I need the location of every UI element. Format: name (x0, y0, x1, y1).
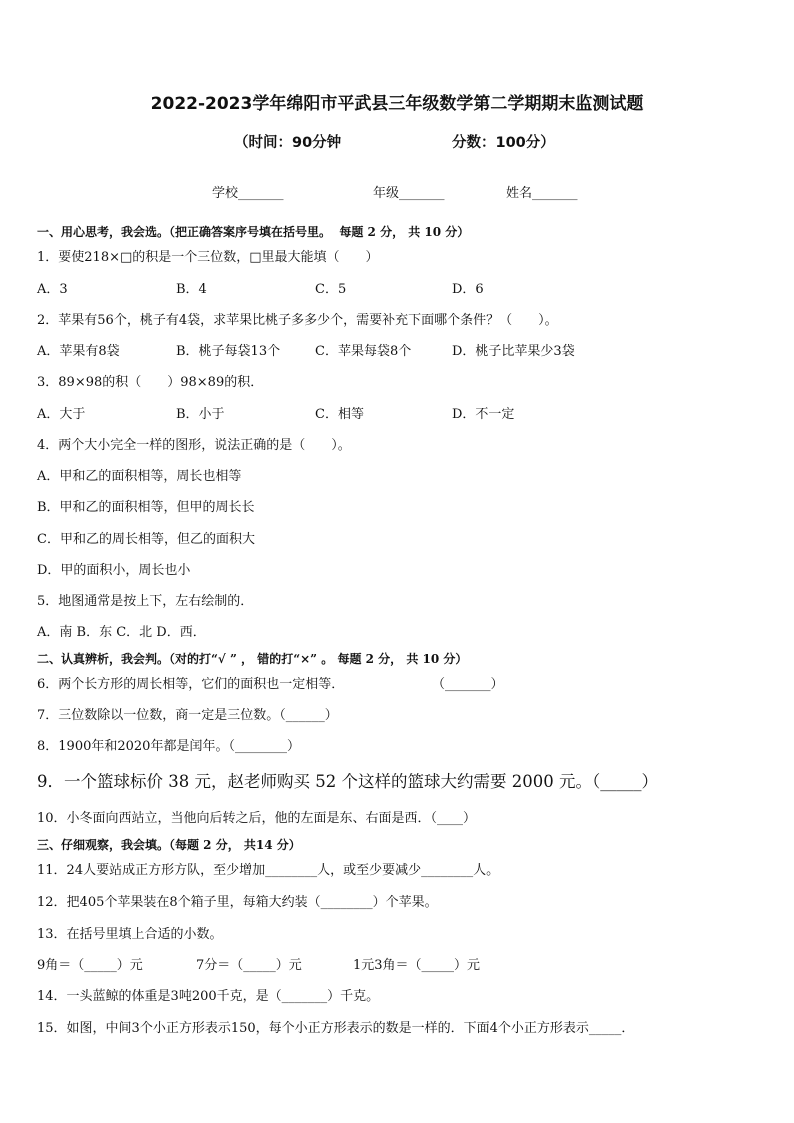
question-10: 10．小冬面向西站立，当他向后转之后，他的左面是东、右面是西．（____） (37, 811, 477, 826)
question-12: 12．把405个苹果装在8个箱子里，每箱大约装（________）个苹果。 (37, 895, 438, 910)
q1-option-b: B．4 (176, 282, 207, 297)
question-1: 1．要使218×□的积是一个三位数，□里最大能填（ ） (37, 250, 379, 265)
exam-score: 分数：100分） (452, 135, 555, 151)
question-2: 2．苹果有56个，桃子有4袋，求苹果比桃子多多少个，需要补充下面哪个条件？（ ）。 (37, 313, 558, 328)
q4-option-d: D．甲的面积小，周长也小 (37, 563, 191, 578)
question-8: 8．1900年和2020年都是闰年。（________） (37, 739, 300, 754)
name-field: 姓名_______ (506, 186, 578, 201)
q13-part-c: 1元3角＝（_____）元 (353, 958, 481, 973)
q2-option-d: D．桃子比苹果少3袋 (452, 344, 575, 359)
school-field: 学校_______ (212, 186, 284, 201)
section-1-heading: 一、用心思考，我会选。（把正确答案序号填在括号里。 每题 2 分， 共 10 分） (37, 225, 470, 239)
q2-option-b: B．桃子每袋13个 (176, 344, 281, 359)
question-13: 13．在括号里填上合适的小数。 (37, 927, 223, 942)
q3-option-a: A．大于 (37, 407, 86, 422)
q3-option-c: C．相等 (315, 407, 364, 422)
q5-options: A．南 B．东 C．北 D．西． (37, 625, 206, 640)
question-7: 7．三位数除以一位数，商一定是三位数。（______） (37, 708, 338, 723)
section-2-heading: 二、认真辨析，我会判。（对的打“√ ” ， 错的打“×” 。 每题 2 分， 共 10 分） (37, 652, 468, 666)
question-3: 3．89×98的积（ ）98×89的积． (37, 375, 264, 390)
q3-option-d: D．不一定 (452, 407, 515, 422)
q2-option-c: C．苹果每袋8个 (315, 344, 412, 359)
q1-option-a: A．3 (37, 282, 68, 297)
q1-option-c: C．5 (315, 282, 347, 297)
q13-part-a: 9角＝（_____）元 (37, 958, 143, 973)
q2-option-a: A．苹果有8袋 (37, 344, 120, 359)
page-title: 2022-2023学年绵阳市平武县三年级数学第二学期期末监测试题 (150, 94, 644, 114)
section-3-heading: 三、仔细观察，我会填。（每题 2 分， 共14 分） (37, 838, 301, 852)
question-4: 4．两个大小完全一样的图形，说法正确的是（ ）。 (37, 438, 351, 453)
exam-time: （时间：90分钟 (234, 135, 342, 151)
q4-option-a: A．甲和乙的面积相等，周长也相等 (37, 469, 242, 484)
q6-answer-blank: （_______） (432, 677, 504, 692)
grade-field: 年级_______ (373, 186, 445, 201)
question-6: 6．两个长方形的周长相等，它们的面积也一定相等． (37, 677, 345, 692)
question-14: 14．一头蓝鲸的体重是3吨200千克，是（_______）千克。 (37, 989, 380, 1004)
question-15: 15．如图，中间3个小正方形表示150，每个小正方形表示的数是一样的．下面4个小正方形表示_____． (37, 1021, 635, 1036)
question-5: 5．地图通常是按上下，左右绘制的． (37, 594, 254, 609)
question-11: 11．24人要站成正方形方队，至少增加________人，或至少要减少________人。 (37, 863, 500, 878)
q4-option-b: B．甲和乙的面积相等，但甲的周长长 (37, 500, 255, 515)
q13-part-b: 7分＝（_____）元 (196, 958, 302, 973)
q1-option-d: D．6 (452, 282, 484, 297)
q4-option-c: C．甲和乙的周长相等，但乙的面积大 (37, 532, 255, 547)
question-9: 9．一个篮球标价 38 元，赵老师购买 52 个这样的篮球大约需要 2000 元。（_____） (37, 772, 658, 791)
q3-option-b: B．小于 (176, 407, 225, 422)
